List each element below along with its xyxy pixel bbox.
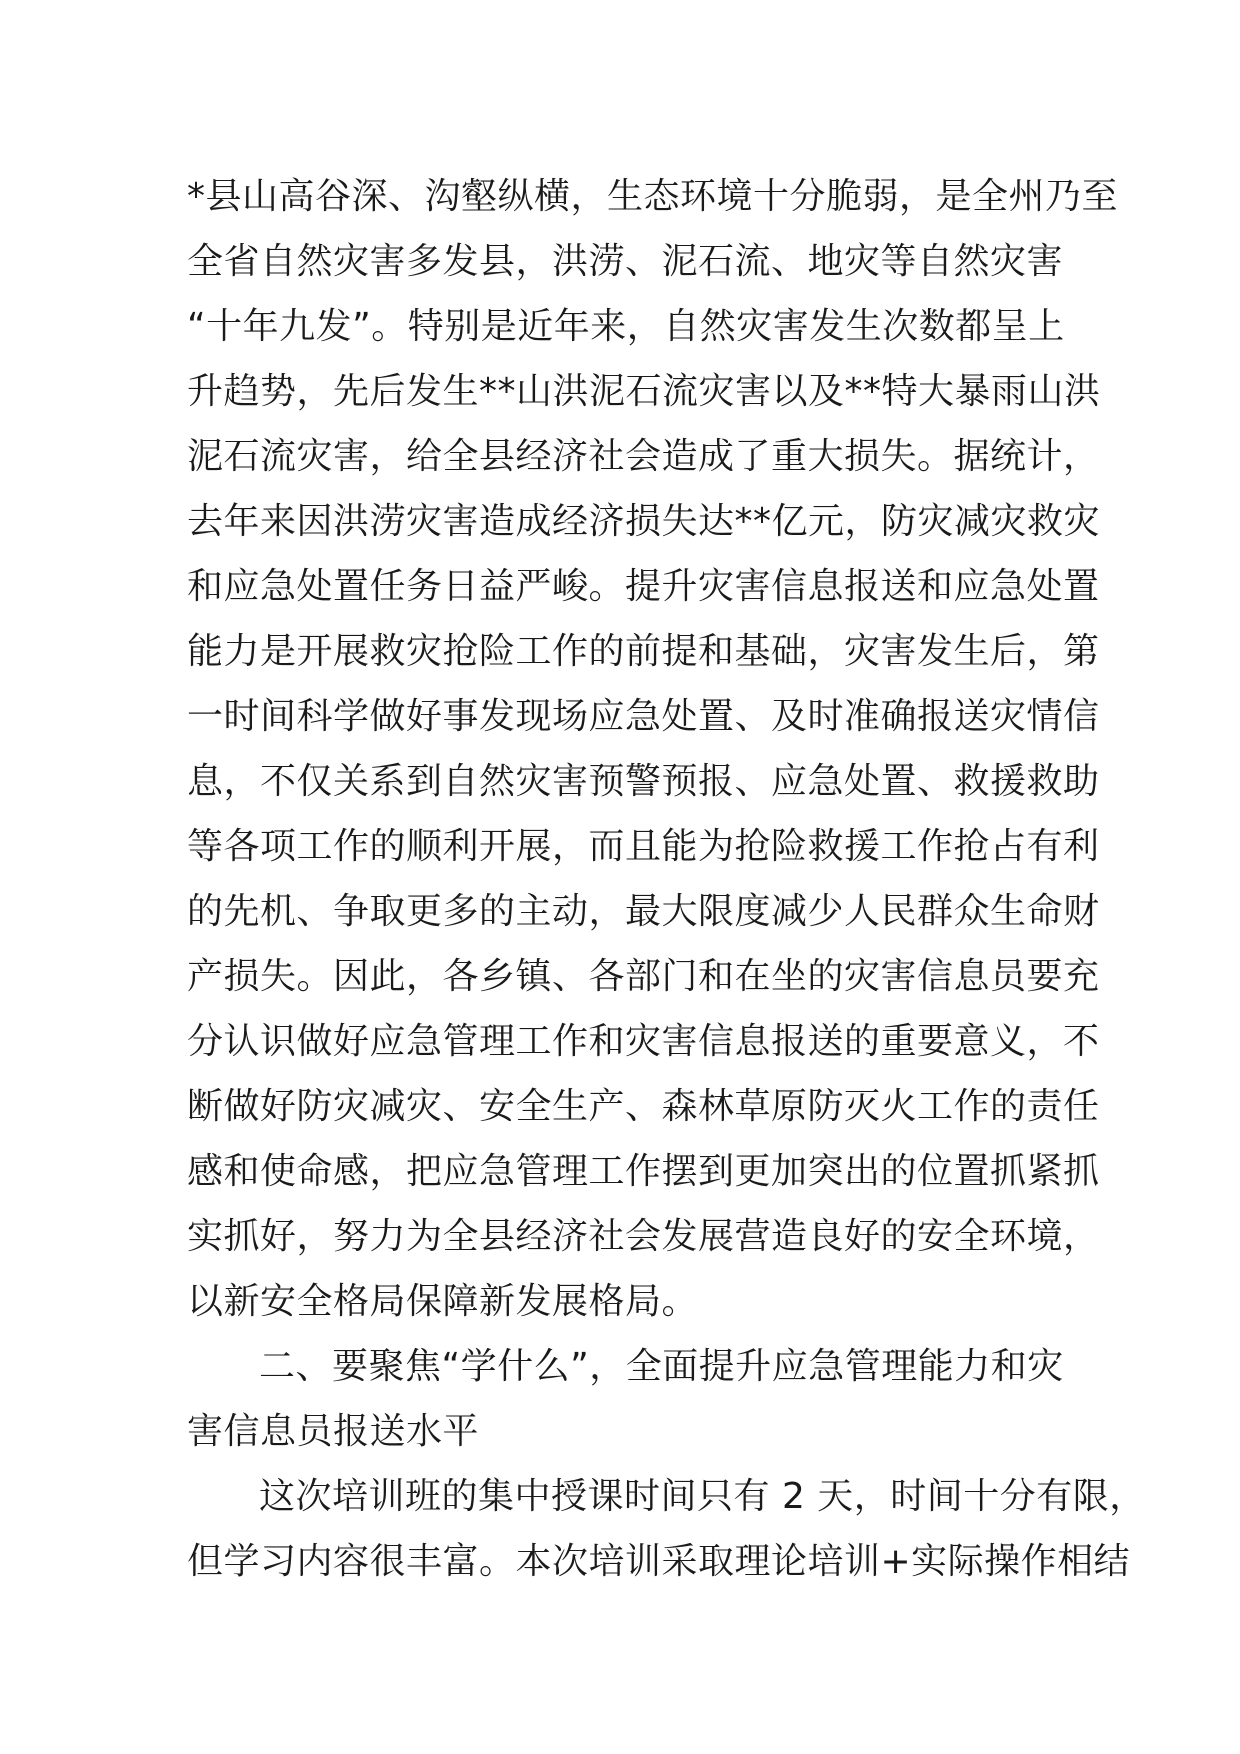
text-line: 息，不仅关系到自然灾害预警预报、应急处置、救援救助 bbox=[187, 761, 1100, 802]
text-line: *县山高谷深、沟壑纵横，生态环境十分脆弱，是全州乃至 bbox=[187, 176, 1119, 217]
text-line: 泥石流灾害，给全县经济社会造成了重大损失。据统计， bbox=[187, 436, 1100, 477]
text-line: 等各项工作的顺利开展，而且能为抢险救援工作抢占有利 bbox=[187, 826, 1100, 867]
text-line: 这次培训班的集中授课时间只有 2 天，时间十分有限， bbox=[259, 1476, 1146, 1517]
text-line: 去年来因洪涝灾害造成经济损失达**亿元，防灾减灾救灾 bbox=[187, 501, 1101, 542]
text-line: 以新安全格局保障新发展格局。 bbox=[187, 1281, 699, 1322]
text-line: 感和使命感，把应急管理工作摆到更加突出的位置抓紧抓 bbox=[187, 1151, 1100, 1192]
text-line: 的先机、争取更多的主动，最大限度减少人民群众生命财 bbox=[187, 891, 1100, 932]
text-line: 能力是开展救灾抢险工作的前提和基础，灾害发生后，第 bbox=[187, 631, 1100, 672]
section-heading-line: 害信息员报送水平 bbox=[187, 1411, 480, 1452]
text-line: 全省自然灾害多发县，洪涝、泥石流、地灾等自然灾害 bbox=[187, 241, 1064, 282]
text-line: 断做好防灾减灾、安全生产、森林草原防灭火工作的责任 bbox=[187, 1086, 1100, 1127]
text-line: 分认识做好应急管理工作和灾害信息报送的重要意义，不 bbox=[187, 1021, 1100, 1062]
section-heading-line: 二、要聚焦“学什么”，全面提升应急管理能力和灾 bbox=[259, 1346, 1064, 1387]
text-line: 升趋势，先后发生**山洪泥石流灾害以及**特大暴雨山洪 bbox=[187, 371, 1101, 412]
text-line: 一时间科学做好事发现场应急处置、及时准确报送灾情信 bbox=[187, 696, 1100, 737]
text-line: 和应急处置任务日益严峻。提升灾害信息报送和应急处置 bbox=[187, 566, 1100, 607]
text-line: “十年九发”。特别是近年来，自然灾害发生次数都呈上 bbox=[187, 306, 1065, 347]
text-line: 实抓好，努力为全县经济社会发展营造良好的安全环境， bbox=[187, 1216, 1100, 1257]
body-text bbox=[187, 164, 1146, 1594]
text-line: 但学习内容很丰富。本次培训采取理论培训+实际操作相结 bbox=[187, 1541, 1131, 1582]
text-line: 产损失。因此，各乡镇、各部门和在坐的灾害信息员要充 bbox=[187, 956, 1100, 997]
